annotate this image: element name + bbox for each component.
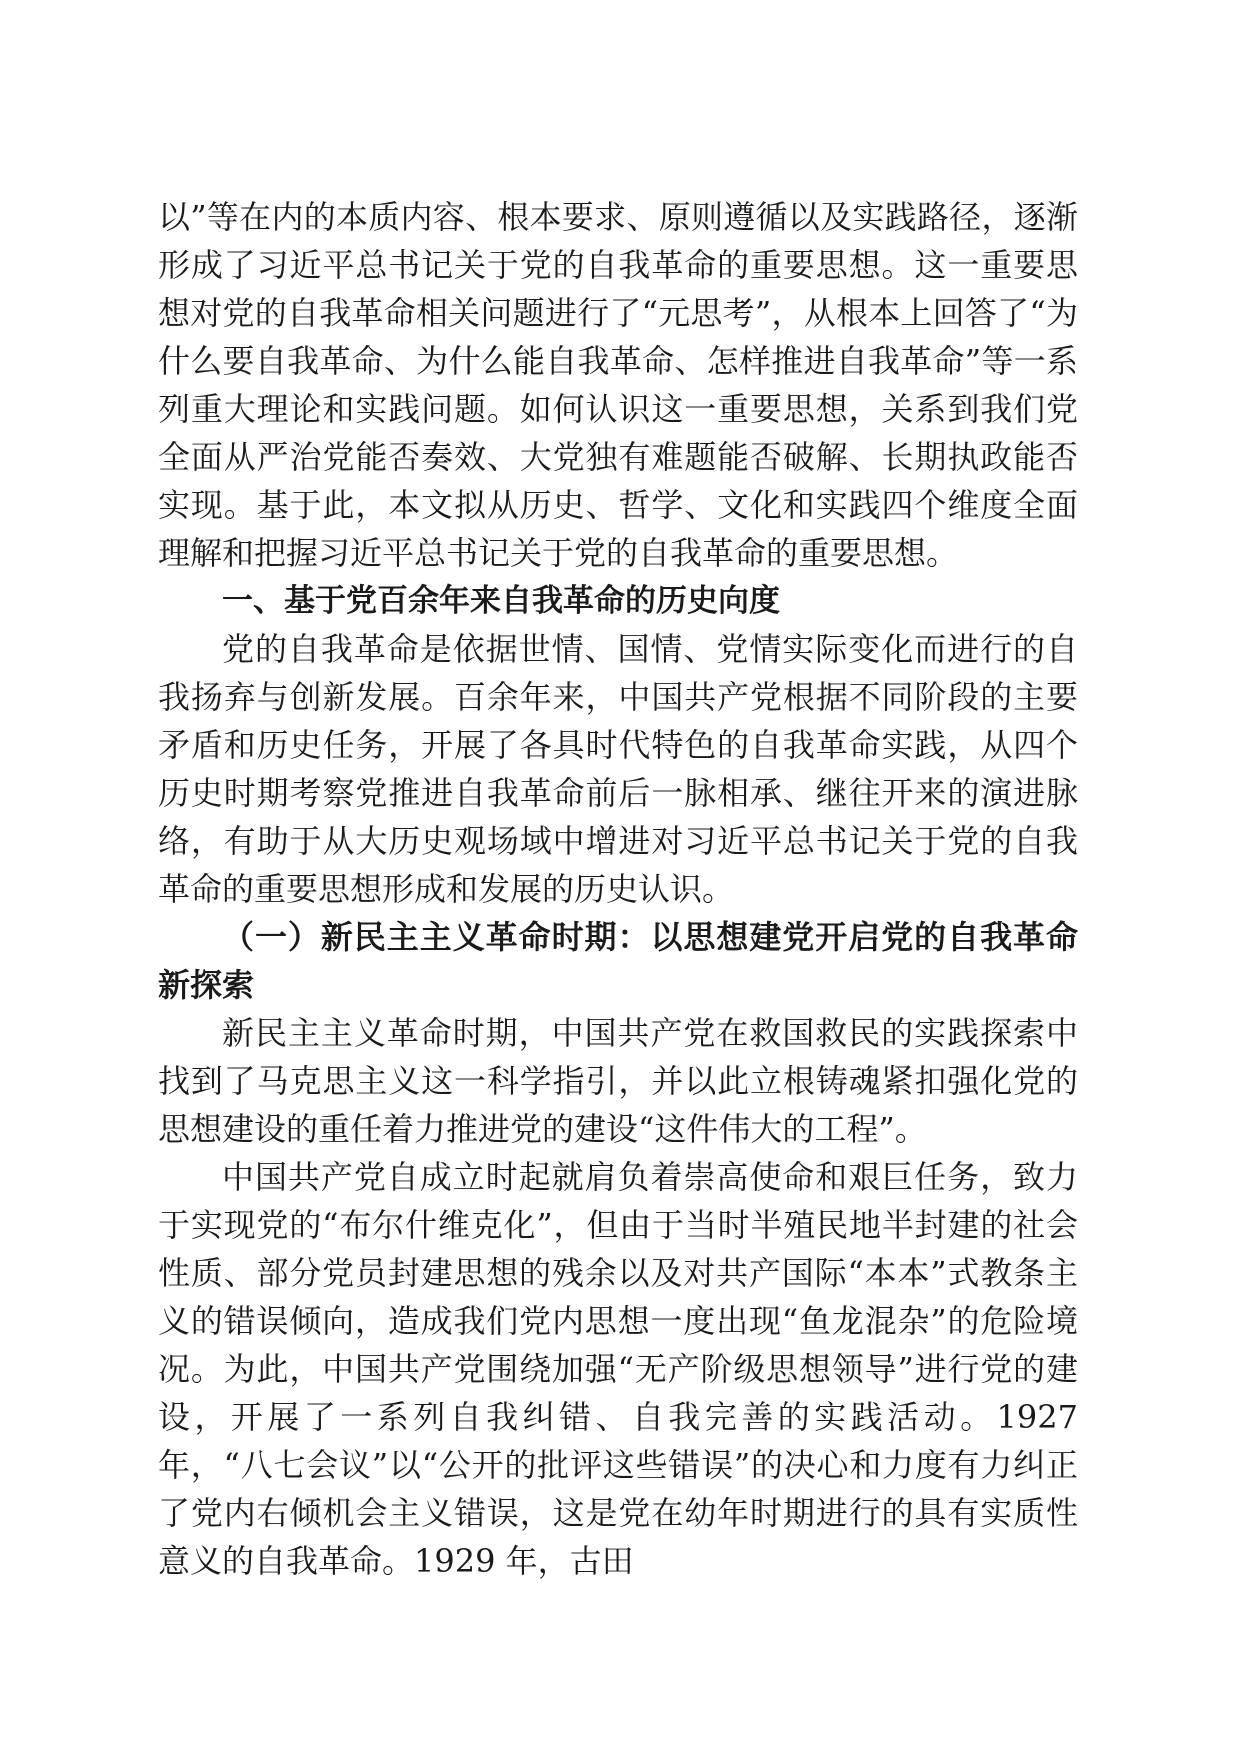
subsection-1-paragraph-1: 新民主主义革命时期，中国共产党在救国救民的实践探索中找到了马克思主义这一科学指引，并以此立根铸魂紧扣强化党的思想建设的重任着力推进党的建设“这件伟大的工程”。: [158, 1014, 1078, 1148]
document-body: [158, 193, 1078, 1585]
subsection-heading-1: （一）新民主主义革命时期：以思想建党开启党的自我革命新探索: [158, 918, 1078, 1004]
intro-paragraph: 以”等在内的本质内容、根本要求、原则遵循以及实践路径，逐渐形成了习近平总书记关于党的自我革命的重要思想。这一重要思想对党的自我革命相关问题进行了“元思考”，从根本上回答了“为什么要自我革命、为什么能自我革命、怎样推进自我革命”等一系列重大理论和实践问题。如何认识这一重要思想，关系到我们党全面从严治党能否奏效、大党独有难题能否破解、长期执政能否实现。基于此，本文拟从历史、哲学、文化和实践四个维度全面理解和把握习近平总书记关于党的自我革命的重要思想。: [158, 198, 1078, 572]
subsection-1-paragraph-2: 中国共产党自成立时起就肩负着崇高使命和艰巨任务，致力于实现党的“布尔什维克化”，但由于当时半殖民地半封建的社会性质、部分党员封建思想的残余以及对共产国际“本本”式教条主义的错误倾向，造成我们党内思想一度出现“鱼龙混杂”的危险境况。为此，中国共产党围绕加强“无产阶级思想领导”进行党的建设，开展了一系列自我纠错、自我完善的实践活动。1927 年，“八七会议”以“公开的批评这些错误”的决心和力度有力纠正了党内右倾机会主义错误，这是党在幼年时期进行的具有实质性意义的自我革命。1929 年，古田: [158, 1158, 1078, 1580]
section-1-paragraph: 党的自我革命是依据世情、国情、党情实际变化而进行的自我扬弃与创新发展。百余年来，中国共产党根据不同阶段的主要矛盾和历史任务，开展了各具时代特色的自我革命实践，从四个历史时期考察党推进自我革命前后一脉相承、继往开来的演进脉络，有助于从大历史观场域中增进对习近平总书记关于党的自我革命的重要思想形成和发展的历史认识。: [158, 630, 1078, 908]
section-heading-1: 一、基于党百余年来自我革命的历史向度: [222, 583, 780, 619]
